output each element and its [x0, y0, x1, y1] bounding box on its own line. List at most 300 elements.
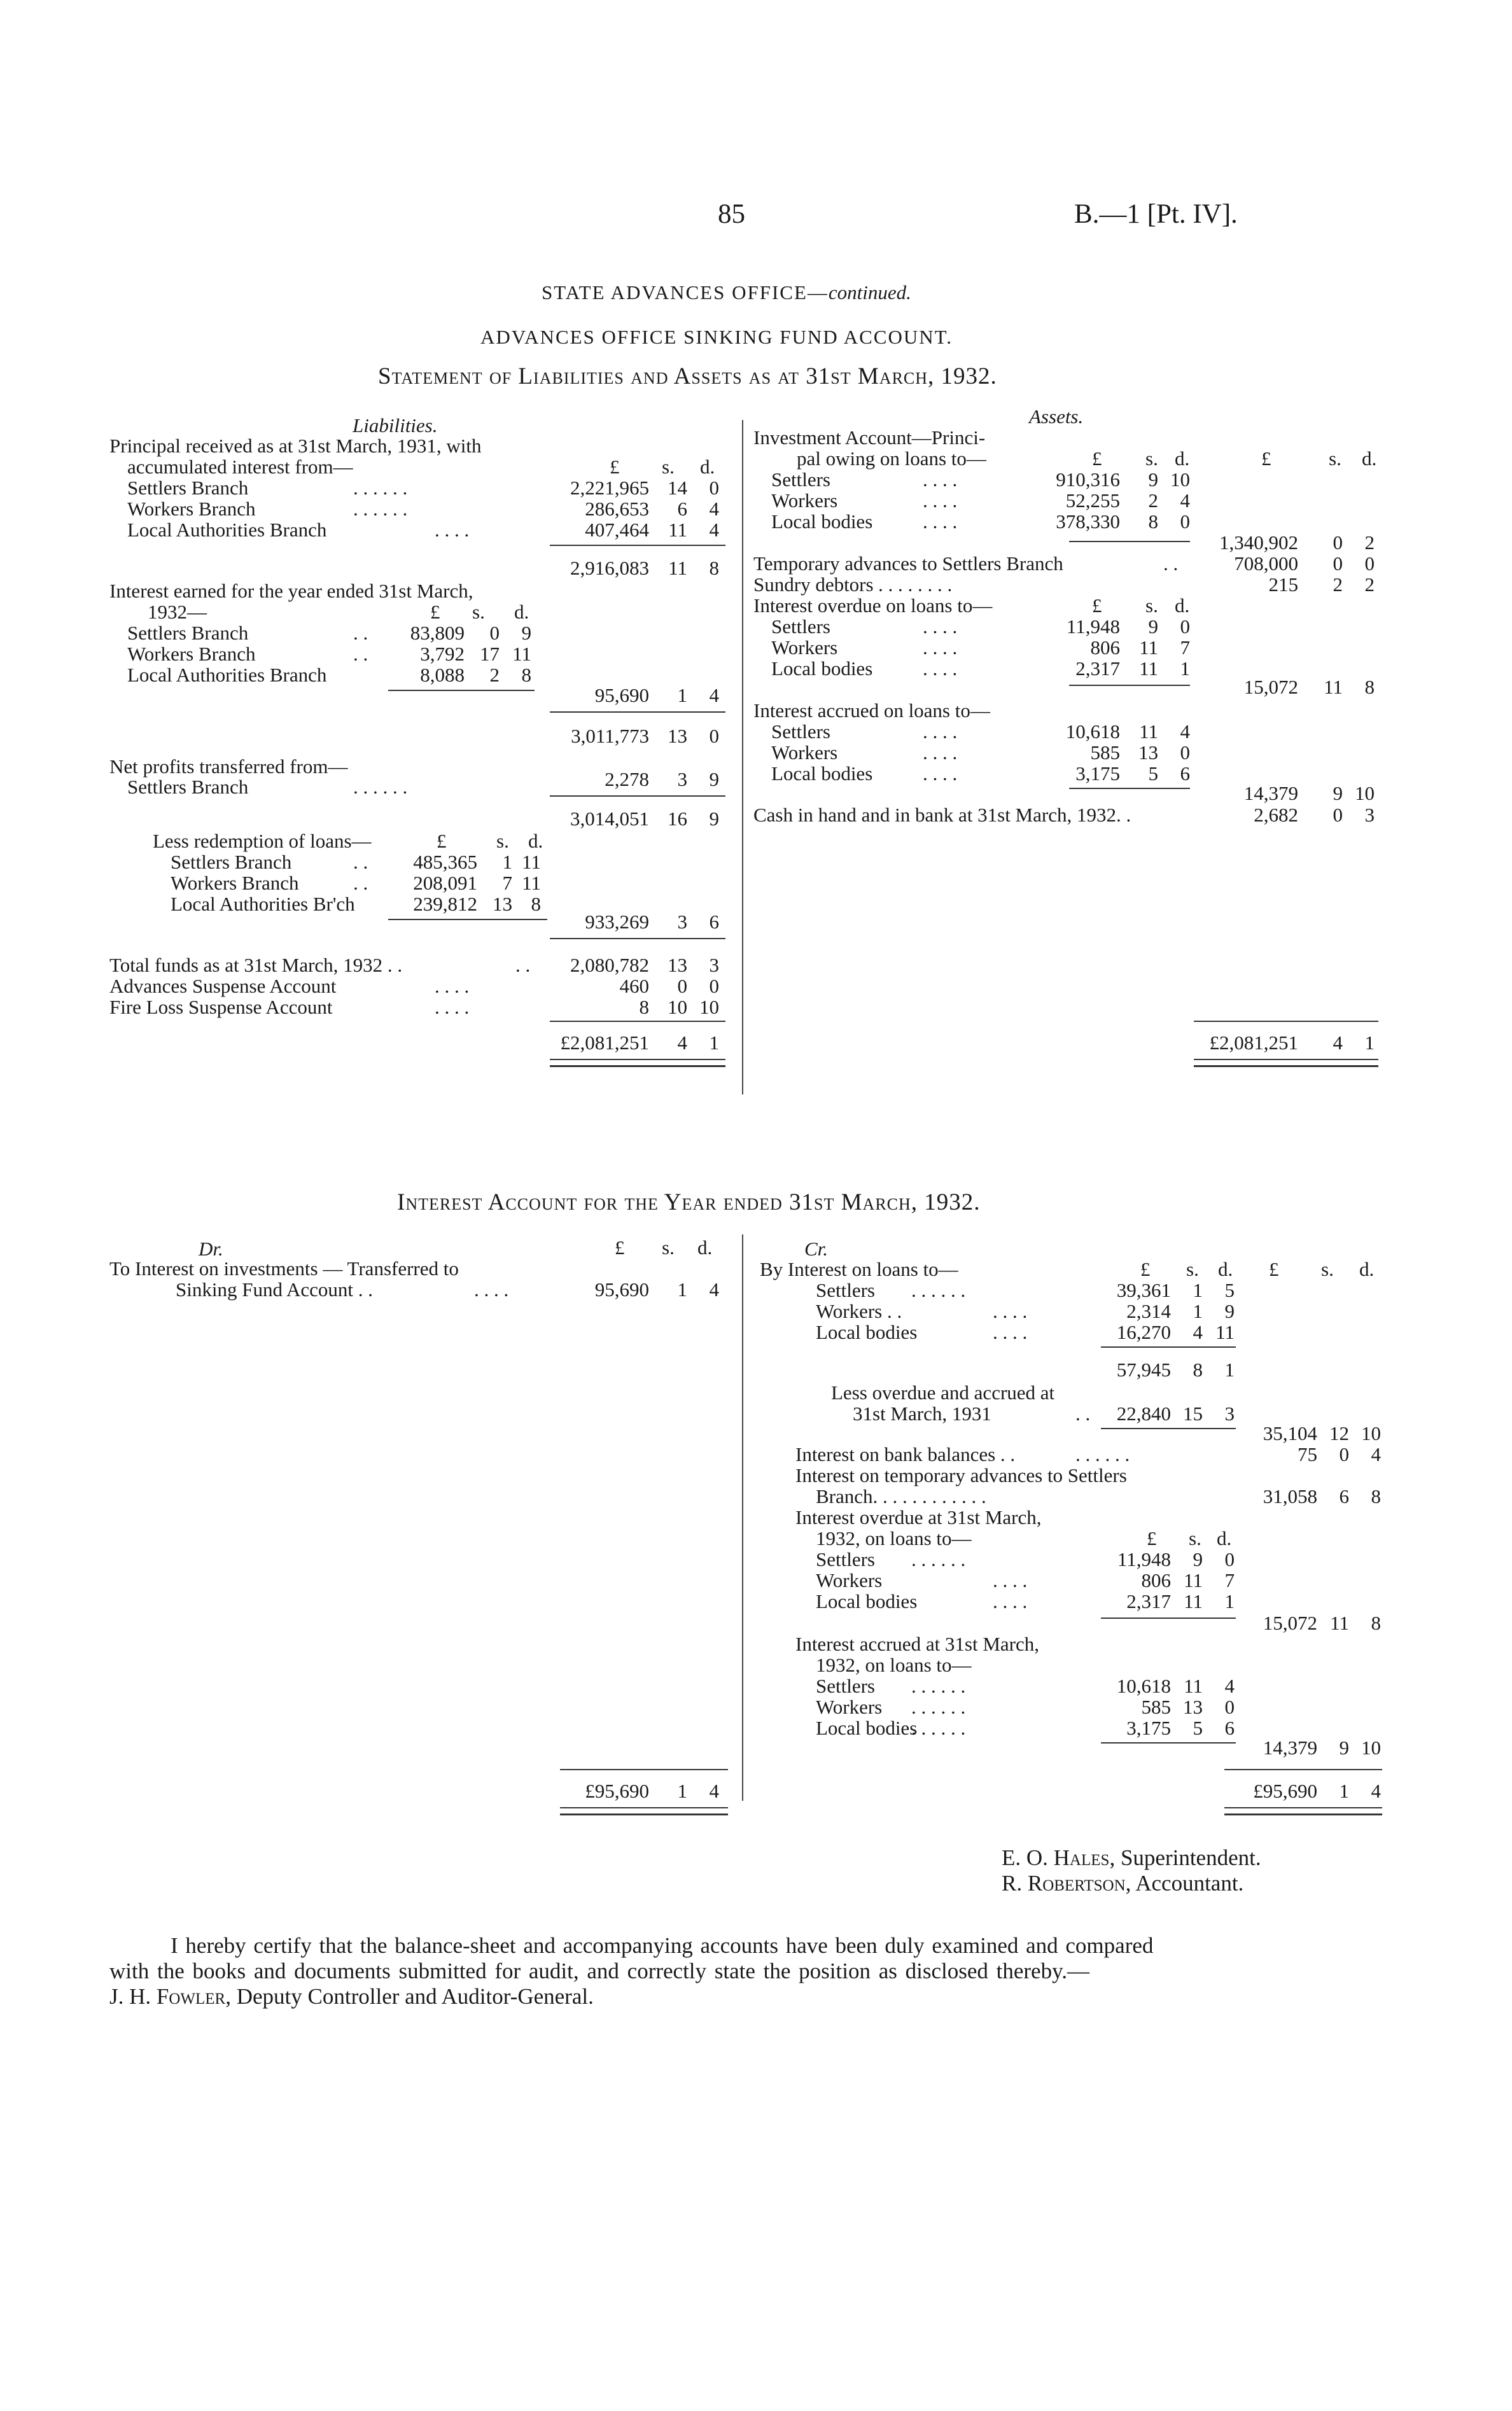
subtotal2-s: 16 [668, 807, 687, 830]
accrued-row-amount: 585 [1090, 741, 1120, 764]
cr-overdue-row-dots: . . . . [993, 1590, 1028, 1612]
cr-loan-dots: . . . . . . [911, 1279, 966, 1301]
overdue-row-s: 11 [1139, 657, 1158, 680]
redemption-row-d: 11 [522, 872, 541, 894]
dr-col-d: d. [697, 1236, 713, 1259]
principal-row-dots: . . . . . . [353, 477, 408, 499]
cash-s: 0 [1333, 804, 1343, 826]
principal-row-dots: . . . . [435, 519, 470, 541]
signature-role: , Superintendent. [1109, 1845, 1261, 1870]
investment-label-2: pal owing on loans to— [797, 447, 986, 470]
redemption-col-d: d. [528, 830, 543, 852]
interest-row-d: 11 [512, 643, 531, 665]
investment-row-s: 9 [1148, 468, 1158, 491]
cr-net-d: 10 [1361, 1422, 1381, 1444]
total-rule [550, 938, 725, 939]
cr-loan-d: 9 [1224, 1300, 1235, 1322]
column-divider [742, 1234, 743, 1801]
cr-temp-d: 8 [1371, 1485, 1381, 1507]
dr-total-s: 1 [677, 1780, 687, 1802]
cr-loan-amount: 16,270 [1116, 1321, 1171, 1343]
redemption-col-s: s. [496, 830, 509, 852]
office-title-text: STATE ADVANCES OFFICE— [542, 281, 829, 304]
redemption-row-s: 7 [502, 872, 512, 894]
cr-overdue-row-d: 1 [1224, 1590, 1235, 1612]
cr-less-label-2: 31st March, 1931 [853, 1402, 991, 1425]
total-rule [560, 1769, 728, 1770]
principal-row-d: 0 [709, 477, 719, 499]
interest-row-label: Local Authorities Branch [127, 664, 327, 686]
investment-row-dots: . . . . [923, 489, 958, 512]
accrued-row-d: 6 [1180, 762, 1190, 785]
cr-accrued-row-s: 11 [1184, 1675, 1203, 1697]
redemption-total-amount: 933,269 [585, 911, 649, 933]
overdue-col-d: d. [1175, 594, 1190, 617]
principal-row-s: 11 [668, 519, 687, 541]
cr-loan-total-d: 1 [1224, 1359, 1235, 1381]
redemption-row-dots: . . [353, 851, 368, 873]
principal-row-dots: . . . . . . [353, 498, 408, 520]
interest-row-label: Settlers Branch [127, 622, 249, 644]
overdue-row-dots: . . . . [923, 657, 958, 680]
cr-total: £95,690 [1253, 1780, 1317, 1802]
cr-accrued-total-d: 10 [1361, 1737, 1381, 1759]
subtotal-rule [1101, 1618, 1236, 1619]
final-row-s: 10 [668, 996, 687, 1018]
accrued-row-dots: . . . . [923, 762, 958, 785]
cr-loan-amount: 2,314 [1126, 1300, 1171, 1322]
cr-heading: Cr. [804, 1238, 829, 1260]
interest-row-d: 9 [521, 622, 531, 644]
accrued-row-s: 11 [1139, 720, 1158, 743]
dr-dots: . . . . [474, 1278, 509, 1301]
net-profits-label: Net profits transferred from— [109, 755, 348, 778]
redemption-row-label: Local Authorities Br'ch [171, 893, 355, 915]
cr-bank-dots: . . . . . . [1075, 1443, 1130, 1465]
principal-total-amount: 2,916,083 [570, 557, 649, 579]
principal-row-s: 14 [668, 477, 687, 499]
investment-row-amount: 910,316 [1056, 468, 1120, 491]
interest-total-s: 1 [677, 684, 687, 706]
final-row-dots: . . . . [435, 975, 470, 997]
signature-name: R. Robertson [1002, 1871, 1126, 1896]
auditor-name: J. H. Fowler [109, 1984, 226, 2009]
certification-line-1: I hereby certify that the balance-sheet and accompanying accounts have been duly examined and compared [171, 1933, 1154, 1958]
cr-overdue-col-pound: £ [1147, 1527, 1157, 1549]
cr-loan-amount: 39,361 [1116, 1279, 1171, 1301]
cr-loan-label: Local bodies [816, 1321, 918, 1343]
investment-row-dots: . . . . [923, 468, 958, 491]
cr-overdue-total: 15,072 [1263, 1612, 1317, 1634]
investment-row-label: Settlers [771, 468, 830, 491]
document-reference: B.—1 [Pt. IV]. [1074, 199, 1238, 229]
cr-outer-pound: £ [1269, 1258, 1279, 1280]
interest-account-title: Interest Account for the Year ended 31st March, 1932. [397, 1189, 981, 1215]
temp-advances-label: Temporary advances to Settlers Branch [753, 552, 1063, 575]
overdue-row-d: 7 [1180, 636, 1190, 659]
principal-label-1: Principal received as at 31st March, 1931, with [109, 435, 482, 457]
final-row-d: 10 [699, 996, 719, 1018]
cr-bank-d: 4 [1371, 1443, 1381, 1465]
assets-grand-total-d: 1 [1364, 1031, 1375, 1054]
interest-row-d: 8 [521, 664, 531, 686]
overdue-total-amount: 15,072 [1243, 676, 1298, 698]
cr-temp-s: 6 [1339, 1485, 1349, 1507]
signature-accountant [1002, 1871, 1243, 1896]
subtotal-rule [388, 690, 535, 691]
liab-col-shillings: s. [662, 456, 675, 478]
overdue-total-d: 8 [1364, 676, 1375, 698]
accrued-row-amount: 10,618 [1065, 720, 1120, 743]
net-profits-d: 9 [709, 768, 719, 790]
redemption-col-pound: £ [437, 830, 447, 852]
investment-label-1: Investment Account—Princi- [753, 426, 986, 449]
cr-accrued-row-dots: . . . . . . [911, 1675, 966, 1697]
cr-overdue-row-label: Workers [816, 1569, 883, 1591]
total-rule [550, 795, 725, 797]
assets-heading: Assets. [1029, 405, 1084, 428]
redemption-row-label: Settlers Branch [171, 851, 292, 873]
final-row-dots: . . . . [435, 996, 470, 1018]
cr-overdue-row-dots: . . . . [993, 1569, 1028, 1591]
principal-label-2: accumulated interest from— [127, 456, 353, 478]
interest-col-pound: £ [430, 601, 440, 623]
interest-total-d: 4 [709, 684, 719, 706]
liab-col-pence: d. [700, 456, 715, 478]
principal-row-d: 4 [709, 519, 719, 541]
cr-accrued-row-amount: 3,175 [1126, 1717, 1171, 1739]
dr-line-1: To Interest on investments — Transferred to [109, 1257, 459, 1280]
sundry-label: Sundry debtors [753, 573, 874, 596]
grand-total-double-rule [1194, 1059, 1378, 1067]
cr-loan-total-s: 8 [1193, 1359, 1203, 1381]
liabilities-grand-total-s: 4 [677, 1031, 687, 1054]
investment-row-d: 10 [1170, 468, 1190, 491]
final-row-label: Fire Loss Suspense Account [109, 996, 333, 1018]
subtotal-d: 0 [709, 725, 719, 747]
subtotal2-d: 9 [709, 807, 719, 830]
cr-overdue-row-amount: 2,317 [1126, 1590, 1171, 1612]
principal-row-amount: 407,464 [585, 519, 649, 541]
cr-less-label-1: Less overdue and accrued at [831, 1381, 1055, 1404]
net-profits-amount: 2,278 [605, 768, 649, 790]
investment-row-d: 4 [1180, 489, 1190, 512]
grand-total-double-rule [560, 1807, 728, 1815]
signature-role: , Accountant. [1125, 1871, 1244, 1896]
investment-row-d: 0 [1180, 510, 1190, 533]
investment-row-s: 2 [1148, 489, 1158, 512]
principal-row-amount: 286,653 [585, 498, 649, 520]
accrued-row-label: Settlers [771, 720, 830, 743]
cr-less-dots: . . [1075, 1402, 1091, 1425]
interest-row-s: 2 [489, 664, 500, 686]
cr-temp-label-2: Branch. . . . . . . . . . . . [816, 1485, 986, 1507]
cr-loan-s: 1 [1193, 1279, 1203, 1301]
accrued-row-dots: . . . . [923, 741, 958, 764]
accrued-total-d: 10 [1355, 782, 1375, 804]
redemption-row-dots: . . [353, 872, 368, 894]
cr-less-amount: 22,840 [1116, 1402, 1171, 1425]
redemption-label: Less redemption of loans— [153, 830, 372, 852]
cr-bank-label: Interest on bank balances . . [795, 1443, 1016, 1465]
interest-label-2: 1932— [148, 601, 207, 623]
subtotal-rule [1069, 685, 1190, 686]
net-profits-row-label: Settlers Branch [127, 776, 249, 798]
redemption-total-d: 6 [709, 911, 719, 933]
overdue-row-label: Settlers [771, 615, 830, 638]
accrued-total-s: 9 [1333, 782, 1343, 804]
assets-grand-total: £2,081,251 [1209, 1031, 1298, 1054]
accrued-row-d: 4 [1180, 720, 1190, 743]
dr-col-pound: £ [615, 1236, 625, 1259]
liabilities-grand-total-d: 1 [709, 1031, 719, 1054]
temp-advances-amount: 708,000 [1234, 552, 1298, 575]
cr-outer-s: s. [1321, 1258, 1334, 1280]
cr-overdue-row-dots: . . . . . . [911, 1548, 966, 1570]
dr-col-s: s. [662, 1236, 675, 1259]
grand-total-double-rule [1224, 1807, 1382, 1815]
cr-bank-s: 0 [1339, 1443, 1349, 1465]
subtotal2-amount: 3,014,051 [570, 807, 649, 830]
interest-col-d: d. [514, 601, 529, 623]
investment-row-amount: 378,330 [1056, 510, 1120, 533]
accrued-row-d: 0 [1180, 741, 1190, 764]
column-divider [742, 420, 743, 1094]
redemption-row-d: 8 [531, 893, 541, 915]
sundry-dots: . . . . . . . . [878, 573, 953, 596]
accrued-row-label: Local bodies [771, 762, 873, 785]
cr-loan-d: 11 [1215, 1321, 1235, 1343]
outer-col-pound: £ [1261, 447, 1271, 470]
cr-overdue-label-1: Interest overdue at 31st March, [795, 1506, 1042, 1528]
dr-s: 1 [677, 1278, 687, 1301]
cr-total-s: 1 [1339, 1780, 1349, 1802]
principal-row-label: Local Authorities Branch [127, 519, 327, 541]
accrued-row-label: Workers [771, 741, 838, 764]
overdue-row-amount: 11,948 [1066, 615, 1120, 638]
final-row-d: 0 [709, 975, 719, 997]
principal-row-d: 4 [709, 498, 719, 520]
page-number: 85 [718, 199, 745, 229]
cr-accrued-row-s: 5 [1193, 1717, 1203, 1739]
dr-heading: Dr. [199, 1238, 223, 1260]
cash-amount: 2,682 [1254, 804, 1298, 826]
cr-accrued-total-s: 9 [1339, 1737, 1349, 1759]
subtotal-rule [1069, 541, 1190, 542]
final-row-label: Advances Suspense Account [109, 975, 337, 997]
interest-label-1: Interest earned for the year ended 31st March, [109, 580, 473, 602]
cr-accrued-row-d: 6 [1224, 1717, 1235, 1739]
dr-total: £95,690 [585, 1780, 649, 1802]
accrued-row-dots: . . . . [923, 720, 958, 743]
cr-overdue-row-d: 0 [1224, 1548, 1235, 1570]
final-row-label: Total funds as at 31st March, 1932 . . [109, 954, 403, 976]
total-rule [1224, 1769, 1382, 1770]
cr-accrued-row-d: 4 [1224, 1675, 1235, 1697]
cr-less-s: 15 [1183, 1402, 1203, 1425]
subtotal-s: 13 [668, 725, 687, 747]
interest-row-amount: 8,088 [420, 664, 465, 686]
accrued-row-s: 13 [1138, 741, 1158, 764]
final-row-amount: 460 [619, 975, 649, 997]
overdue-row-amount: 2,317 [1075, 657, 1120, 680]
cr-overdue-row-d: 7 [1224, 1569, 1235, 1591]
signature-superintendent [1002, 1845, 1261, 1871]
certification-line-3 [109, 1984, 594, 2009]
total-rule [550, 545, 725, 546]
investment-total-d: 2 [1364, 531, 1375, 554]
principal-total-s: 11 [668, 557, 687, 579]
interest-row-label: Workers Branch [127, 643, 256, 665]
liab-col-pound: £ [610, 456, 620, 478]
cr-less-d: 3 [1224, 1402, 1235, 1425]
redemption-row-s: 1 [502, 851, 512, 873]
redemption-total-s: 3 [677, 911, 687, 933]
investment-row-amount: 52,255 [1065, 489, 1120, 512]
auditor-role: , Deputy Controller and Auditor-General. [225, 1984, 594, 2009]
cr-temp-amount: 31,058 [1263, 1485, 1317, 1507]
cr-overdue-total-s: 11 [1330, 1612, 1349, 1634]
dr-line-2: Sinking Fund Account . . [176, 1278, 374, 1301]
assets-grand-total-s: 4 [1333, 1031, 1343, 1054]
liabilities-grand-total: £2,081,251 [560, 1031, 649, 1054]
interest-row-dots: . . [353, 622, 368, 644]
overdue-row-d: 1 [1180, 657, 1190, 680]
total-rule [550, 1021, 725, 1022]
subtotal-rule [1101, 1428, 1236, 1429]
cr-overdue-total-d: 8 [1371, 1612, 1381, 1634]
certification-line-2: with the books and documents submitted for audit, and correctly state the position as disclosed thereby.— [109, 1959, 1090, 1983]
interest-row-s: 0 [489, 622, 500, 644]
cr-loan-dots: . . . . [993, 1300, 1028, 1322]
investment-total-amount: 1,340,902 [1219, 531, 1298, 554]
inv-col-pound: £ [1092, 447, 1102, 470]
cr-col-s: s. [1186, 1258, 1199, 1280]
cash-d: 3 [1364, 804, 1375, 826]
principal-row-s: 6 [677, 498, 687, 520]
office-title [542, 281, 911, 304]
overdue-label: Interest overdue on loans to— [753, 594, 993, 617]
subtotal-rule [1101, 1346, 1236, 1348]
cr-accrued-label-2: 1932, on loans to— [816, 1654, 972, 1676]
principal-row-label: Settlers Branch [127, 477, 249, 499]
liabilities-heading: Liabilities. [353, 414, 438, 437]
dr-amount: 95,690 [594, 1278, 649, 1301]
investment-row-label: Workers [771, 489, 838, 512]
net-profits-row-dots: . . . . . . [353, 776, 408, 798]
cr-col-d: d. [1218, 1258, 1233, 1280]
final-row-amount: 2,080,782 [570, 954, 649, 976]
sundry-amount: 215 [1268, 573, 1298, 596]
inv-col-s: s. [1145, 447, 1158, 470]
cr-accrued-row-dots: . . . . . . [911, 1717, 966, 1739]
sundry-d: 2 [1364, 573, 1375, 596]
signature-name: E. O. Hales [1002, 1845, 1110, 1870]
cr-net-s: 12 [1329, 1422, 1349, 1444]
temp-advances-s: 0 [1333, 552, 1343, 575]
cr-temp-label-1: Interest on temporary advances to Settlers [795, 1464, 1127, 1486]
cr-overdue-col-s: s. [1189, 1527, 1201, 1549]
dr-d: 4 [709, 1278, 719, 1301]
overdue-row-amount: 806 [1090, 636, 1120, 659]
subtotal-rule [388, 919, 547, 920]
principal-total-d: 8 [709, 557, 719, 579]
overdue-row-dots: . . . . [923, 615, 958, 638]
temp-advances-d: 0 [1364, 552, 1375, 575]
cr-loan-total: 57,945 [1116, 1359, 1171, 1381]
interest-row-amount: 83,809 [410, 622, 465, 644]
cr-overdue-col-d: d. [1217, 1527, 1232, 1549]
cr-overdue-label-2: 1932, on loans to— [816, 1527, 972, 1549]
investment-row-dots: . . . . [923, 510, 958, 533]
overdue-row-label: Workers [771, 636, 838, 659]
cr-total-d: 4 [1371, 1780, 1381, 1802]
cr-loan-label: Settlers [816, 1279, 875, 1301]
cr-loan-d: 5 [1224, 1279, 1235, 1301]
redemption-row-d: 11 [522, 851, 541, 873]
statement-title: Statement of Liabilities and Assets as at 31st March, 1932. [378, 363, 997, 389]
cr-bank-amount: 75 [1298, 1443, 1317, 1465]
total-rule [1194, 1021, 1378, 1022]
redemption-row-label: Workers Branch [171, 872, 299, 894]
cr-accrued-row-s: 13 [1183, 1696, 1203, 1718]
cr-overdue-row-amount: 11,948 [1117, 1548, 1171, 1570]
interest-row-s: 17 [480, 643, 500, 665]
dr-total-d: 4 [709, 1780, 719, 1802]
redemption-row-amount: 208,091 [413, 872, 477, 894]
overdue-row-d: 0 [1180, 615, 1190, 638]
cr-overdue-row-label: Settlers [816, 1548, 875, 1570]
interest-col-s: s. [472, 601, 485, 623]
final-row-s: 13 [668, 954, 687, 976]
overdue-row-s: 11 [1139, 636, 1158, 659]
cr-accrued-row-label: Local bodies [816, 1717, 918, 1739]
overdue-col-pound: £ [1092, 594, 1102, 617]
cr-accrued-row-dots: . . . . . . [911, 1696, 966, 1718]
cr-accrued-row-amount: 585 [1141, 1696, 1171, 1718]
cr-outer-d: d. [1359, 1258, 1375, 1280]
principal-row-amount: 2,221,965 [570, 477, 649, 499]
overdue-total-s: 11 [1324, 676, 1343, 698]
cr-loan-s: 1 [1193, 1300, 1203, 1322]
investment-total-s: 0 [1333, 531, 1343, 554]
accrued-label: Interest accrued on loans to— [753, 699, 990, 722]
subtotal-amount: 3,011,773 [571, 725, 649, 747]
final-row-amount: 8 [639, 996, 649, 1018]
principal-row-label: Workers Branch [127, 498, 256, 520]
cr-col-pound: £ [1140, 1258, 1151, 1280]
outer-col-s: s. [1329, 447, 1341, 470]
cr-accrued-row-label: Settlers [816, 1675, 875, 1697]
cr-by-label: By Interest on loans to— [760, 1258, 958, 1280]
net-profits-s: 3 [677, 768, 687, 790]
investment-row-label: Local bodies [771, 510, 873, 533]
accrued-row-amount: 3,175 [1075, 762, 1120, 785]
inv-col-d: d. [1175, 447, 1190, 470]
temp-advances-dots: . . [1163, 552, 1179, 575]
cr-overdue-row-s: 11 [1184, 1569, 1203, 1591]
accrued-total-amount: 14,379 [1243, 782, 1298, 804]
accrued-row-s: 5 [1148, 762, 1158, 785]
cr-loan-s: 4 [1193, 1321, 1203, 1343]
final-row-s: 0 [677, 975, 687, 997]
final-row-dots: . . [515, 954, 531, 976]
sundry-s: 2 [1333, 573, 1343, 596]
cr-overdue-row-label: Local bodies [816, 1590, 918, 1612]
subtotal-rule [1069, 788, 1190, 789]
subtotal-rule [1101, 1742, 1236, 1744]
redemption-row-amount: 239,812 [413, 893, 477, 915]
